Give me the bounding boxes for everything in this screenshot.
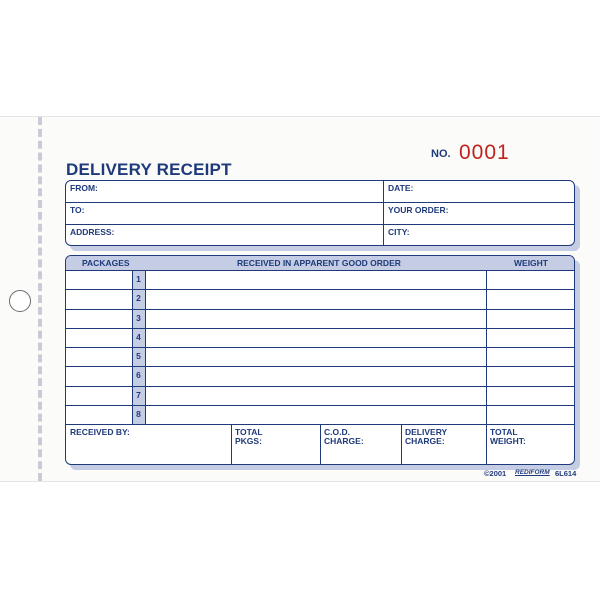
totals-column-line <box>486 424 487 465</box>
address-box <box>65 180 575 246</box>
row-number: 2 <box>136 293 141 303</box>
model-number: 6L614 <box>555 469 577 478</box>
your-order-field[interactable]: YOUR ORDER: <box>388 205 449 215</box>
address-divider <box>66 202 574 203</box>
row-number: 5 <box>136 351 141 361</box>
packages-header: PACKAGES <box>82 258 130 268</box>
row-number: 3 <box>136 313 141 323</box>
date-field[interactable]: DATE: <box>388 183 414 193</box>
table-row-line <box>66 289 574 290</box>
brand-logo: REDIFORM <box>515 469 550 476</box>
form-title: DELIVERY RECEIPT <box>66 160 232 179</box>
totals-column-line <box>320 424 321 465</box>
totals-column-line <box>231 424 232 465</box>
row-number: 7 <box>136 390 141 400</box>
weight-header: WEIGHT <box>514 258 548 268</box>
table-row-line <box>66 347 574 348</box>
to-field[interactable]: TO: <box>70 205 85 215</box>
table-row-line <box>66 405 574 406</box>
receipt-number: 0001 <box>459 141 510 164</box>
totals-column-line <box>401 424 402 465</box>
delivery-receipt-form <box>0 116 600 482</box>
delivery-label: DELIVERY <box>405 427 448 437</box>
punch-hole <box>9 290 31 312</box>
row-number: 6 <box>136 370 141 380</box>
received-by-field[interactable]: RECEIVED BY: <box>70 427 130 437</box>
table-column-line <box>486 270 487 424</box>
items-box <box>65 255 575 465</box>
table-row-line <box>66 386 574 387</box>
table-row-line <box>66 309 574 310</box>
copyright-text: ©2001 <box>484 469 507 478</box>
from-field[interactable]: FROM: <box>70 183 98 193</box>
cod-charge-field[interactable]: CHARGE: <box>324 436 364 446</box>
total-pkgs-label: TOTAL <box>235 427 263 437</box>
table-row-line <box>66 328 574 329</box>
row-number: 1 <box>136 274 141 284</box>
table-row-line <box>66 366 574 367</box>
address-field[interactable]: ADDRESS: <box>70 227 115 237</box>
delivery-charge-field[interactable]: CHARGE: <box>405 436 445 446</box>
table-row-line <box>66 270 574 271</box>
received-header: RECEIVED IN APPARENT GOOD ORDER <box>237 258 401 268</box>
table-column-line <box>132 270 133 424</box>
receipt-number-label: NO. <box>431 148 451 160</box>
address-divider <box>66 224 574 225</box>
city-field[interactable]: CITY: <box>388 227 410 237</box>
table-column-line <box>145 270 146 424</box>
total-pkgs-field[interactable]: PKGS: <box>235 436 262 446</box>
total-weight-field[interactable]: WEIGHT: <box>490 436 526 446</box>
total-weight-label: TOTAL <box>490 427 518 437</box>
perforation-line <box>38 117 42 481</box>
row-number: 8 <box>136 409 141 419</box>
cod-label: C.O.D. <box>324 427 350 437</box>
address-column-divider <box>383 181 384 245</box>
row-number: 4 <box>136 332 141 342</box>
